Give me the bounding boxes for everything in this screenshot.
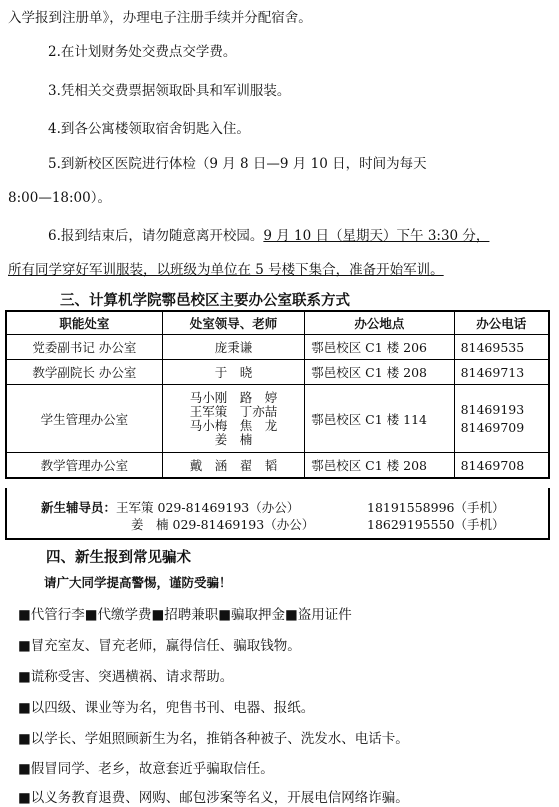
step-6-underlined: 9 月 10 日（星期天）下午 3:30 分，: [263, 228, 490, 244]
step-2: 2.在计划财务处交费点交学费。: [48, 44, 237, 60]
location-cell: 鄠邑校区 C1 楼 208: [305, 453, 454, 479]
person-line: 王军策 丁亦喆: [189, 403, 278, 419]
counselor-label: 新生辅导员：: [41, 500, 117, 515]
people-cell: [162, 385, 304, 453]
counselor-office-phone: 029-81469193（办公）: [157, 500, 300, 515]
step-3: 3.凭相关交费票据领取卧具和军训服装。: [48, 83, 291, 99]
people-cell: 庞秉谦: [162, 335, 304, 360]
step-4: 4.到各公寓楼领取宿舍钥匙入住。: [48, 121, 250, 137]
counselor-mobile: 18629195550（手机）: [367, 517, 505, 532]
office-cell: 教学管理办公室: [6, 453, 162, 479]
phone-cell: [454, 385, 549, 453]
section-4-title: 四、新生报到常见骗术: [46, 550, 191, 566]
location-cell: 鄠邑校区 C1 楼 208: [305, 360, 454, 385]
contacts-table: [5, 310, 550, 479]
column-header: 办公地点: [305, 311, 454, 335]
people-cell: 于 晓: [162, 360, 304, 385]
counselor-office-phone: 029-81469193（办公）: [172, 517, 315, 532]
intro-line-0: 入学报到注册单》，办理电子注册手续并分配宿舍。: [8, 10, 312, 26]
phone-cell: 81469535: [454, 335, 549, 360]
table-row: [6, 385, 549, 453]
scam-item: ■代管行李■代缴学费■招聘兼职■骗取押金■盗用证件: [18, 607, 352, 623]
scam-item: ■以四级、课业等为名，兜售书刊、电器、报纸。: [18, 700, 315, 716]
scam-item: ■以学长、学姐照顾新生为名，推销各种被子、洗发水、电话卡。: [18, 731, 409, 747]
person-line: 马小梅 焦 龙: [189, 417, 278, 433]
table-row: [6, 360, 549, 385]
counselor-name: 王军策: [116, 500, 154, 515]
office-cell: 学生管理办公室: [6, 385, 162, 453]
step-6-text: 6.报到结束后，请勿随意离开校园。: [48, 228, 264, 244]
person-line: 姜 楠: [214, 431, 253, 447]
column-header: 办公电话: [454, 311, 549, 335]
people-cell: 戴 涵 翟 韬: [162, 453, 304, 479]
step-6-line-2: 所有同学穿好军训服装，以班级为单位在 5 号楼下集合，准备开始军训。: [8, 262, 444, 278]
scam-item: ■假冒同学、老乡，故意套近乎骗取信任。: [18, 761, 274, 777]
counselor-mobile: 18191558996（手机）: [367, 500, 505, 515]
table-header-row: [6, 311, 549, 335]
counselor-row: [131, 515, 314, 533]
location-cell: 鄠邑校区 C1 楼 114: [305, 385, 454, 453]
location-cell: 鄠邑校区 C1 楼 206: [305, 335, 454, 360]
section-3-title: 三、计算机学院鄠邑校区主要办公室联系方式: [60, 293, 350, 309]
office-cell: 教学副院长 办公室: [6, 360, 162, 385]
step-6-line-1: [48, 224, 489, 244]
phone-line: 81469193: [460, 401, 525, 417]
scam-item: ■谎称受害、突遇横祸、请求帮助。: [18, 669, 234, 685]
scam-item: ■以义务教育退费、网购、邮包涉案等名义，开展电信网络诈骗。: [18, 790, 409, 806]
phone-cell: 81469713: [454, 360, 549, 385]
table-row: [6, 335, 549, 360]
column-header: 处室领导、老师: [162, 311, 304, 335]
person-line: 马小刚 路 婷: [189, 389, 278, 405]
table-row: [6, 453, 549, 479]
counselor-box: [5, 488, 550, 540]
step-5-line-2: 8:00—18:00）。: [8, 190, 111, 206]
column-header: 职能处室: [6, 311, 162, 335]
step-5-line-1: 5.到新校区医院进行体检（9 月 8 日—9 月 10 日，时间为每天: [48, 156, 427, 172]
phone-cell: 81469708: [454, 453, 549, 479]
office-cell: 党委副书记 办公室: [6, 335, 162, 360]
counselor-name: 姜 楠: [131, 517, 169, 532]
alert-text: 请广大同学提高警惕，谨防受骗！: [44, 575, 232, 590]
phone-line: 81469709: [460, 419, 525, 435]
scam-item: ■冒充室友、冒充老师，赢得信任、骗取钱物。: [18, 638, 301, 654]
counselor-row: [41, 498, 299, 516]
